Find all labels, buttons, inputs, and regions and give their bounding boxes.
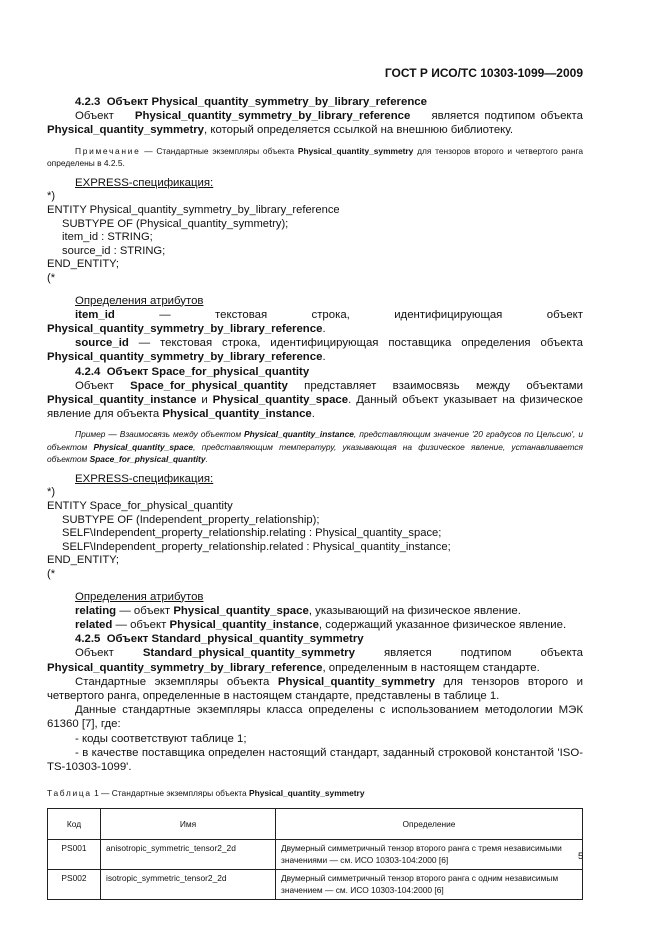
- table-caption: Таблица 1 — Стандартные экземпляры объекта Physical_quantity_symmetry: [47, 788, 365, 799]
- express-spec-label: EXPRESS-спецификация:: [75, 177, 214, 190]
- list-item: - в качестве поставщика определен настоящий стандарт, заданный строковой константой 'ISO-TS-10303-1099'.: [47, 746, 583, 774]
- standard-instances-table: [47, 808, 583, 900]
- column-header-definition: Определение: [276, 809, 583, 840]
- paragraph: Объект Physical_quantity_symmetry_by_library_reference является подтипом объекта Physical_quantity_symmetry, который определяется ссылкой на внешнюю библиотеку.: [47, 110, 583, 137]
- table-row: [48, 870, 583, 900]
- attribute-related: related — объект Physical_quantity_instance, содержащий указанное физическое явление.: [75, 619, 567, 632]
- section-heading-4-2-5: 4.2.5 Объект Standard_physical_quantity_symmetry: [75, 633, 364, 646]
- attribute-definitions-label: Определения атрибутов: [75, 294, 204, 307]
- paragraph: Объект Standard_physical_quantity_symmetry является подтипом объекта Physical_quantity_symmetry_by_library_reference, определенным в настоящем стандарте.: [47, 647, 583, 674]
- attribute-definitions-label: Определения атрибутов: [75, 590, 204, 603]
- express-code-block: *) ENTITY Physical_quantity_symmetry_by_library_reference SUBTYPE OF (Physical_quantity_symmetry); item_id : STRING; source_id : STRING; END_ENTITY; (*: [47, 190, 340, 284]
- attribute-source-id: source_id — текстовая строка, идентифицирующая поставщика определения объекта Physical_quantity_symmetry_by_library_reference.: [47, 337, 583, 364]
- column-header-name: Имя: [101, 809, 276, 840]
- note: Примечание — Стандартные экземпляры объекта Physical_quantity_symmetry для тензоров второго и четвертого ранга определены в 4.2.5.: [47, 145, 583, 168]
- attribute-relating: relating — объект Physical_quantity_space, указывающий на физическое явление.: [75, 604, 521, 617]
- column-header-code: Код: [48, 809, 101, 840]
- section-heading-4-2-3: 4.2.3 Объект Physical_quantity_symmetry_by_library_reference: [75, 96, 427, 108]
- cell-definition: Двумерный симметричный тензор второго ранга с одним независимым значением — см. ИСО 10303-104:2000 [6]: [276, 870, 583, 900]
- cell-code: PS002: [48, 870, 101, 900]
- example: Пример — Взаимосвязь между объектом Physical_quantity_instance, представляющим значение '20 градусов по Цельсию', и объектом Physical_quantity_space, представляющим температуру, указывающая на физическое явление, устанавливается объектом Space_for_physical_quantity.: [47, 429, 583, 464]
- paragraph: Данные стандартные экземпляры класса определены с использованием методологии МЭК 61360 [7], где:: [47, 704, 583, 731]
- table-row: [48, 840, 583, 870]
- page-number: 5: [578, 851, 584, 862]
- attribute-item-id: item_id — текстовая строка, идентифицирующая объект Physical_quantity_symmetry_by_library_reference.: [47, 308, 583, 335]
- express-spec-label: EXPRESS-спецификация:: [75, 473, 214, 486]
- paragraph: Стандартные экземпляры объекта Physical_quantity_symmetry для тензоров второго и четвертого ранга, определенные в настоящем стандарте, представлены в таблице 1.: [47, 675, 583, 703]
- section-heading-4-2-4: 4.2.4 Объект Space_for_physical_quantity: [75, 365, 310, 378]
- page-content: [47, 95, 583, 900]
- cell-name: isotropic_symmetric_tensor2_2d: [101, 870, 276, 900]
- list-item: - коды соответствуют таблице 1;: [75, 732, 247, 745]
- express-code-block: *) ENTITY Space_for_physical_quantity SUBTYPE OF (Independent_property_relationship); SELF\Independent_property_relationship.relating : Physical_quantity_space; SELF\Independent_property_relationship.related : Physical_quantity_instance; END_ENTITY; (*: [47, 486, 451, 581]
- cell-code: PS001: [48, 840, 101, 870]
- cell-name: anisotropic_symmetric_tensor2_2d: [101, 840, 276, 870]
- document-number: ГОСТ Р ИСО/ТС 10303-1099—2009: [384, 66, 583, 80]
- paragraph: Объект Space_for_physical_quantity представляет взаимосвязь между объектами Physical_quantity_instance и Physical_quantity_space. Данный объект указывает на физическое явление для объекта Physical_quantity_instance.: [47, 379, 584, 421]
- table-header-row: [48, 809, 583, 840]
- cell-definition: Двумерный симметричный тензор второго ранга с тремя независимыми значениями — см. ИСО 10303-104:2000 [6]: [276, 840, 583, 870]
